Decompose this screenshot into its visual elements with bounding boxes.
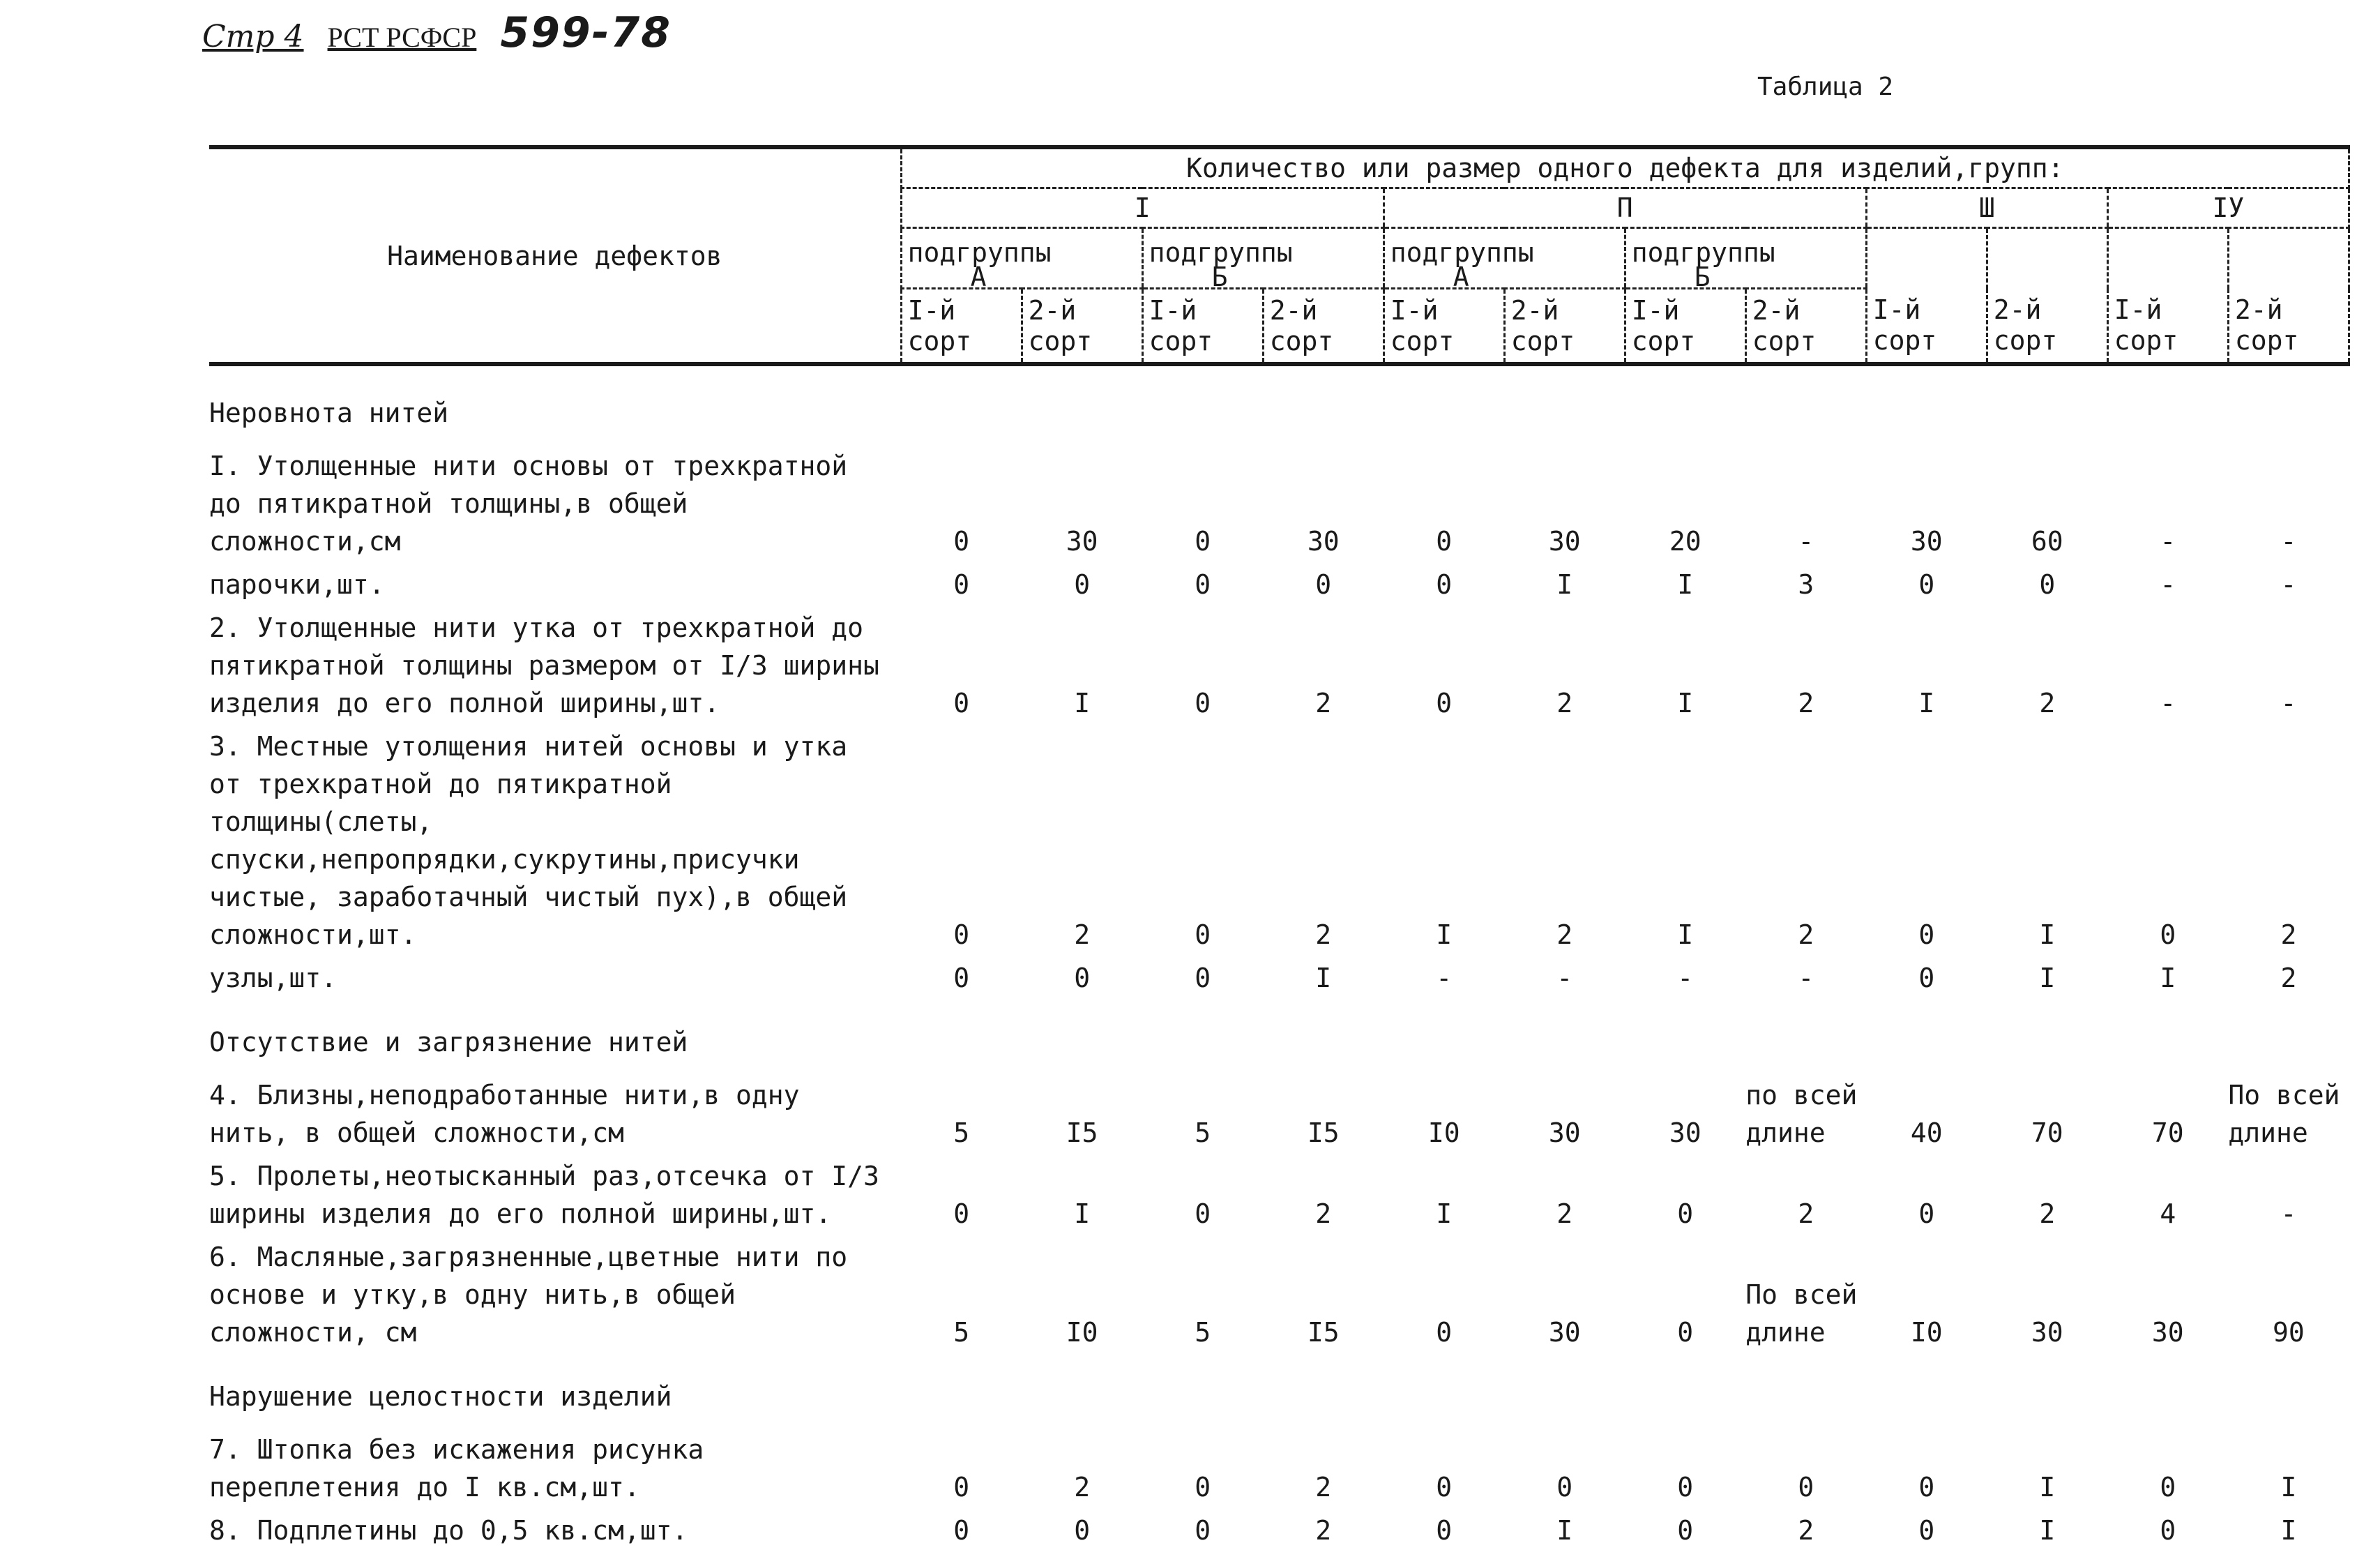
value-cell: 30	[2031, 1317, 2063, 1348]
defect-name: 5. Пролеты,неотысканный раз,отсечка от I/3 ширины изделия до его полной ширины,шт.	[209, 1161, 879, 1229]
value-cell: 60	[2031, 526, 2063, 557]
value-cell: I5	[1066, 1117, 1098, 1148]
value-cell: -	[1556, 963, 1573, 993]
value-cell: I	[2039, 919, 2056, 950]
value-cell: I	[1074, 1198, 1091, 1229]
page-number: Стр 4	[202, 19, 304, 54]
value-cell: 0	[1677, 1198, 1694, 1229]
value-cell: 0	[1074, 569, 1091, 600]
value-cell: 0	[1195, 526, 1211, 557]
value-cell: 2	[2280, 963, 2297, 993]
sort-header: I-й сорт	[901, 289, 1022, 365]
table-row	[209, 956, 2349, 1000]
value-cell: I5	[1307, 1117, 1340, 1148]
value-cell: 0	[953, 569, 970, 600]
defect-name: парочки,шт.	[209, 569, 385, 600]
value-cell: 2	[1798, 1515, 1814, 1546]
sort-header: I-й сорт	[2107, 289, 2228, 365]
value-cell: 30	[1669, 1117, 1701, 1148]
subgroup-blank	[1987, 228, 2107, 289]
value-cell: 0	[1918, 1472, 1935, 1503]
value-cell: I	[1677, 919, 1694, 950]
section-title: Нарушение целостности изделий	[209, 1381, 672, 1412]
value-cell: 0	[1195, 569, 1211, 600]
value-cell: 5	[1195, 1317, 1211, 1348]
table-row	[209, 1428, 2349, 1509]
value-cell: 2	[1798, 919, 1814, 950]
value-cell: 0	[1195, 1472, 1211, 1503]
value-cell: 0	[1074, 1515, 1091, 1546]
table-row	[209, 444, 2349, 563]
value-cell: 40	[1910, 1117, 1943, 1148]
value-cell: I0	[1910, 1317, 1943, 1348]
value-cell: 0	[1195, 1198, 1211, 1229]
sort-header: I-й сорт	[1625, 289, 1745, 365]
section-title: Неровнота нитей	[209, 398, 449, 428]
value-cell: I	[1436, 919, 1453, 950]
value-cell: 0	[1436, 1317, 1453, 1348]
value-cell: -	[2160, 569, 2176, 600]
value-cell: -	[2160, 688, 2176, 718]
value-cell: 2	[2039, 1198, 2056, 1229]
value-cell: I	[1074, 688, 1091, 718]
value-cell: 5	[953, 1117, 970, 1148]
value-cell: -	[1677, 963, 1694, 993]
table-row	[209, 1074, 2349, 1154]
value-cell: 0	[1436, 688, 1453, 718]
value-cell: по всей длине	[1745, 1080, 1858, 1148]
group-header: I	[901, 188, 1384, 228]
table-caption: Таблица 2	[1757, 73, 1894, 101]
standard-label: РСТ РСФСР	[327, 22, 477, 53]
value-cell: 0	[1315, 569, 1332, 600]
value-cell: 2	[1315, 1515, 1332, 1546]
defect-name: узлы,шт.	[209, 963, 338, 993]
value-cell: 0	[2039, 569, 2056, 600]
value-cell: I	[1677, 688, 1694, 718]
value-cell: 2	[1315, 688, 1332, 718]
value-cell: 90	[2273, 1317, 2305, 1348]
value-cell: По всей длине	[2228, 1080, 2340, 1148]
value-cell: I	[1918, 688, 1935, 718]
table-row	[209, 1509, 2349, 1552]
value-cell: 30	[1548, 1117, 1581, 1148]
defect-name: 3. Местные утолщения нитей основы и утка от трехкратной до пятикратной толщины(слеты, спуски,непропрядки,сукрутины,присучки чистые, заработачный чистый пух),в общей сложности,шт.	[209, 731, 848, 950]
value-cell: 30	[1066, 526, 1098, 557]
value-cell: 0	[1436, 1515, 1453, 1546]
subgroup-header: подгруппы А	[901, 228, 1142, 289]
value-cell: 0	[953, 526, 970, 557]
defect-name: 7. Штопка без искажения рисунка переплетения до I кв.см,шт.	[209, 1434, 704, 1503]
table-row	[209, 563, 2349, 606]
defects-table	[209, 145, 2350, 1552]
value-cell: -	[2280, 688, 2297, 718]
table-row	[209, 1154, 2349, 1235]
value-cell: 0	[1677, 1515, 1694, 1546]
value-cell: 0	[1918, 1198, 1935, 1229]
value-cell: 0	[1677, 1472, 1694, 1503]
value-cell: I	[1436, 1198, 1453, 1229]
subgroup-blank	[1866, 228, 1987, 289]
defect-name: 6. Масляные,загрязненные,цветные нити по основе и утку,в одну нить,в общей сложности, см	[209, 1242, 848, 1348]
sort-header: 2-й сорт	[1504, 289, 1625, 365]
value-cell: 0	[1918, 919, 1935, 950]
section-row	[209, 1354, 2349, 1428]
value-cell: -	[1798, 526, 1814, 557]
value-cell: 0	[953, 1472, 970, 1503]
value-cell: 0	[1798, 1472, 1814, 1503]
value-cell: 0	[1436, 526, 1453, 557]
value-cell: 70	[2151, 1117, 2184, 1148]
value-cell: 30	[1548, 526, 1581, 557]
value-cell: -	[1798, 963, 1814, 993]
group-header: Ш	[1866, 188, 2107, 228]
value-cell: 0	[1436, 1472, 1453, 1503]
value-cell: 0	[1195, 688, 1211, 718]
page-header	[202, 8, 672, 57]
value-cell: I	[1556, 1515, 1573, 1546]
value-cell: 0	[953, 688, 970, 718]
section-row	[209, 364, 2349, 444]
value-cell: 2	[1556, 688, 1573, 718]
value-cell: 4	[2160, 1198, 2176, 1229]
value-cell: 2	[1798, 1198, 1814, 1229]
table-row	[209, 1235, 2349, 1354]
defect-name: 4. Близны,неподработанные нити,в одну нить, в общей сложности,см	[209, 1080, 800, 1148]
value-cell: -	[2280, 569, 2297, 600]
value-cell: 2	[1315, 1198, 1332, 1229]
value-cell: I	[2280, 1515, 2297, 1546]
value-cell: По всей длине	[1745, 1279, 1858, 1348]
value-cell: 30	[1548, 1317, 1581, 1348]
value-cell: -	[2280, 526, 2297, 557]
value-cell: 0	[1436, 569, 1453, 600]
value-cell: -	[1436, 963, 1453, 993]
value-cell: 0	[1195, 963, 1211, 993]
value-cell: I	[2160, 963, 2176, 993]
value-cell: 0	[2160, 1515, 2176, 1546]
subgroup-header: подгруппы Б	[1625, 228, 1866, 289]
value-cell: 0	[953, 963, 970, 993]
value-cell: I5	[1307, 1317, 1340, 1348]
value-cell: 2	[1074, 1472, 1091, 1503]
value-cell: I	[2280, 1472, 2297, 1503]
value-cell: 0	[1918, 1515, 1935, 1546]
value-cell: 2	[1798, 688, 1814, 718]
value-cell: 2	[1074, 919, 1091, 950]
table-row	[209, 725, 2349, 956]
value-cell: 2	[2039, 688, 2056, 718]
quantity-header: Количество или размер одного дефекта для изделий,групп:	[901, 147, 2349, 188]
value-cell: 30	[2151, 1317, 2184, 1348]
sort-header: 2-й сорт	[1745, 289, 1866, 365]
value-cell: 30	[1307, 526, 1340, 557]
value-cell: 0	[953, 1198, 970, 1229]
sort-header: 2-й сорт	[2228, 289, 2349, 365]
value-cell: 70	[2031, 1117, 2063, 1148]
subgroup-blank	[2228, 228, 2349, 289]
value-cell: 0	[1195, 1515, 1211, 1546]
table-body	[209, 364, 2349, 1552]
sort-header: I-й сорт	[1384, 289, 1504, 365]
value-cell: 5	[953, 1317, 970, 1348]
value-cell: 0	[953, 1515, 970, 1546]
value-cell: 2	[1315, 919, 1332, 950]
value-cell: 0	[1918, 963, 1935, 993]
value-cell: 2	[1556, 919, 1573, 950]
value-cell: 2	[2280, 919, 2297, 950]
value-cell: 0	[1195, 919, 1211, 950]
value-cell: 0	[1918, 569, 1935, 600]
defect-name: 2. Утолщенные нити утка от трехкратной до пятикратной толщины размером от I/3 ширины изделия до его полной ширины,шт.	[209, 612, 879, 718]
value-cell: I0	[1427, 1117, 1460, 1148]
value-cell: I	[1556, 569, 1573, 600]
name-column-header: Наименование дефектов	[209, 147, 901, 364]
value-cell: I0	[1066, 1317, 1098, 1348]
sort-header: I-й сорт	[1866, 289, 1987, 365]
value-cell: 30	[1910, 526, 1943, 557]
value-cell: I	[1315, 963, 1332, 993]
section-row	[209, 1000, 2349, 1074]
subgroup-header: подгруппы А	[1384, 228, 1625, 289]
group-header: П	[1384, 188, 1866, 228]
value-cell: I	[2039, 963, 2056, 993]
value-cell: 2	[1315, 1472, 1332, 1503]
value-cell: -	[2160, 526, 2176, 557]
standard-number: 599-78	[500, 8, 672, 57]
value-cell: 0	[2160, 919, 2176, 950]
value-cell: -	[2280, 1198, 2297, 1229]
value-cell: 5	[1195, 1117, 1211, 1148]
sort-header: 2-й сорт	[1263, 289, 1384, 365]
table-row	[209, 606, 2349, 725]
sort-header: I-й сорт	[1142, 289, 1263, 365]
subgroup-blank	[2107, 228, 2228, 289]
value-cell: 0	[1556, 1472, 1573, 1503]
value-cell: 0	[1677, 1317, 1694, 1348]
value-cell: 2	[1556, 1198, 1573, 1229]
subgroup-header: подгруппы Б	[1142, 228, 1384, 289]
group-header: IУ	[2107, 188, 2349, 228]
defect-name: I. Утолщенные нити основы от трехкратной до пятикратной толщины,в общей сложности,см	[209, 451, 848, 557]
value-cell: I	[2039, 1472, 2056, 1503]
value-cell: 20	[1669, 526, 1701, 557]
defect-name: 8. Подплетины до 0,5 кв.см,шт.	[209, 1515, 688, 1546]
value-cell: 0	[2160, 1472, 2176, 1503]
value-cell: I	[2039, 1515, 2056, 1546]
sort-header: 2-й сорт	[1022, 289, 1142, 365]
value-cell: I	[1677, 569, 1694, 600]
value-cell: 0	[953, 919, 970, 950]
value-cell: 0	[1074, 963, 1091, 993]
value-cell: 3	[1798, 569, 1814, 600]
section-title: Отсутствие и загрязнение нитей	[209, 1027, 688, 1057]
sort-header: 2-й сорт	[1987, 289, 2107, 365]
